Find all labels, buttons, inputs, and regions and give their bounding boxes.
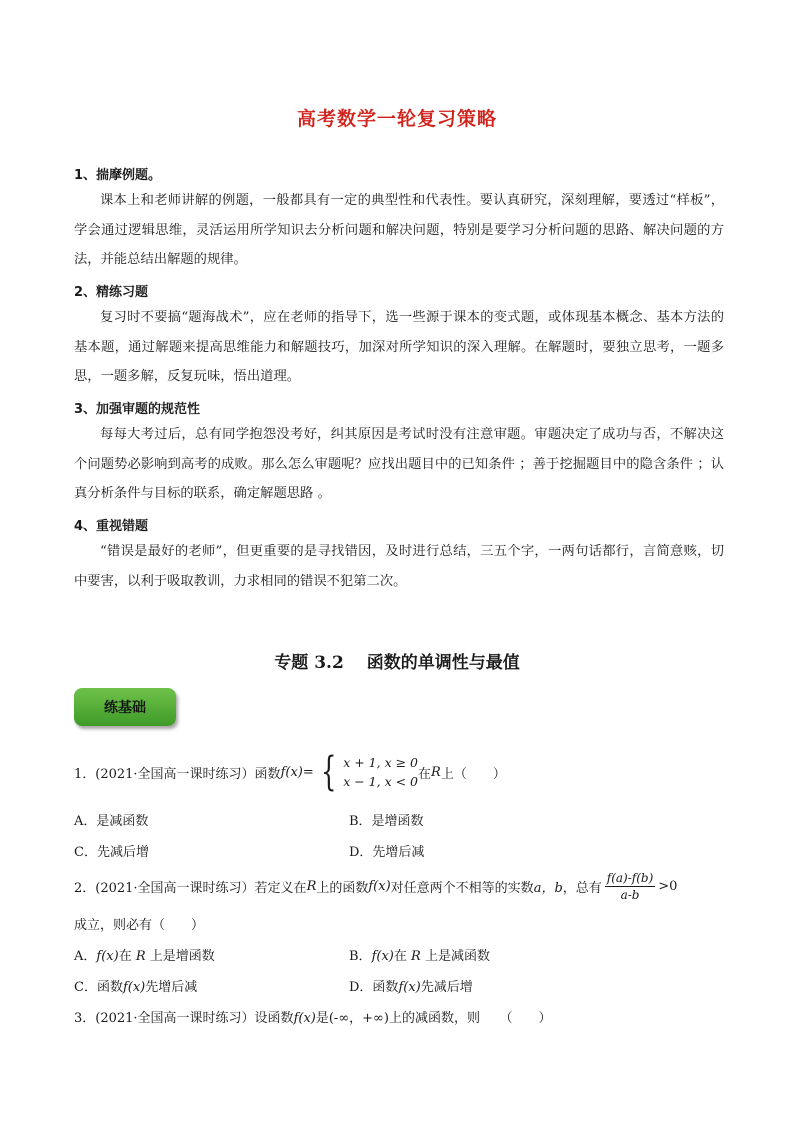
question-3 (74, 1007, 551, 1026)
q3-rest: 是(-∞，+∞)上的减函数，则 （ ） (315, 1011, 552, 1026)
q2-prefix: 2．(2021·全国高一课时练习）若定义在 (74, 880, 307, 896)
q1-option-c: C．先减后增 (74, 845, 149, 860)
section-body-3: 每每大考过后，总有同学抱怨没考好，纠其原因是考试时没有注意审题。审题决定了成功与否，不解决这个问题势必影响到高考的成败。那么怎么审题呢？应找出题目中的已知条件 ；善于挖掘题目中的隐含条件 ；认真分析条件与目标的联系，确定解题思路 。 (74, 427, 724, 501)
section-body-2: 复习时不要搞“题海战术”，应在老师的指导下，选一些源于课本的变式题，或体现基本概念、基本方法的基本题，通过解题来提高思维能力和解题技巧，加深对所学知识的深入理解。在解题时，要独立思考，一题多思，一题多解，反复玩味，悟出道理。 (74, 310, 724, 384)
q2-function: f(x) (368, 878, 391, 894)
q1-suffix: 上（ ） (440, 766, 506, 782)
q2-mid3: ，总有 (562, 880, 602, 896)
section-heading-3: 3、加强审题的规范性 (74, 402, 201, 417)
q2-line-2: 成立，则必有（ ） (74, 918, 205, 933)
q2-option-b: B．f(x)在 R 上是减函数 (349, 949, 490, 964)
q3-prefix: 3．(2021·全国高一课时练习）设函数 (74, 1011, 294, 1026)
question-1 (74, 750, 506, 794)
left-brace-icon: { (320, 749, 337, 795)
q2-gt: >0 (658, 878, 678, 894)
q3-function: f(x) (293, 1011, 316, 1026)
q1-option-a: A．是减函数 (74, 814, 149, 829)
section-body-1: 课本上和老师讲解的例题，一般都具有一定的典型性和代表性。要认真研究，深刻理解，要透过“样板”，学会通过逻辑思维，灵活运用所学知识去分析问题和解决问题，特别是要学习分析问题的思路、解决问题的方法，并能总结出解题的规律。 (74, 193, 724, 267)
q2-r: R (306, 878, 317, 894)
q2-denominator: a-b (620, 887, 640, 902)
q1-mid: 在 (418, 766, 432, 782)
q2-mid1: 上的函数 (316, 880, 369, 896)
q1-option-d: D．先增后减 (349, 845, 425, 860)
section-heading-1: 1、揣摩例题。 (74, 168, 162, 183)
section-heading-4: 4、重视错题 (74, 519, 149, 534)
q2-option-c: C．函数f(x)先增后减 (74, 980, 198, 995)
q2-mid2: 对任意两个不相等的实数 (390, 880, 534, 896)
practice-badge: 练基础 (74, 688, 176, 726)
q2-vars: a，b (533, 880, 563, 896)
q2-option-d: D．函数f(x)先减后增 (349, 980, 473, 995)
q1-case-1: x + 1, x ≥ 0 (343, 755, 418, 770)
q1-option-b: B．是增函数 (349, 814, 424, 829)
q1-function: f(x)= (280, 764, 314, 780)
q1-prefix: 1．(2021·全国高一课时练习）函数 (74, 766, 281, 782)
question-2 (74, 866, 677, 906)
section-heading-2: 2、精练习题 (74, 285, 149, 300)
q2-option-a: A．f(x)在 R 上是增函数 (74, 949, 215, 964)
topic-title: 专题 3.2 函数的单调性与最值 (274, 653, 520, 673)
page-title: 高考数学一轮复习策略 (296, 108, 497, 130)
q1-r: R (431, 764, 441, 780)
q2-fraction (605, 871, 656, 902)
q1-case-2: x − 1, x < 0 (343, 774, 418, 789)
section-body-4: “错误是最好的老师”，但更重要的是寻找错因，及时进行总结，三五个字，一两句话都行，言简意赅，切中要害，以利于吸取教训，力求相同的错误不犯第二次。 (74, 544, 724, 589)
q2-numerator: f(a)-f(b) (606, 870, 654, 885)
q1-piecewise (314, 749, 418, 795)
